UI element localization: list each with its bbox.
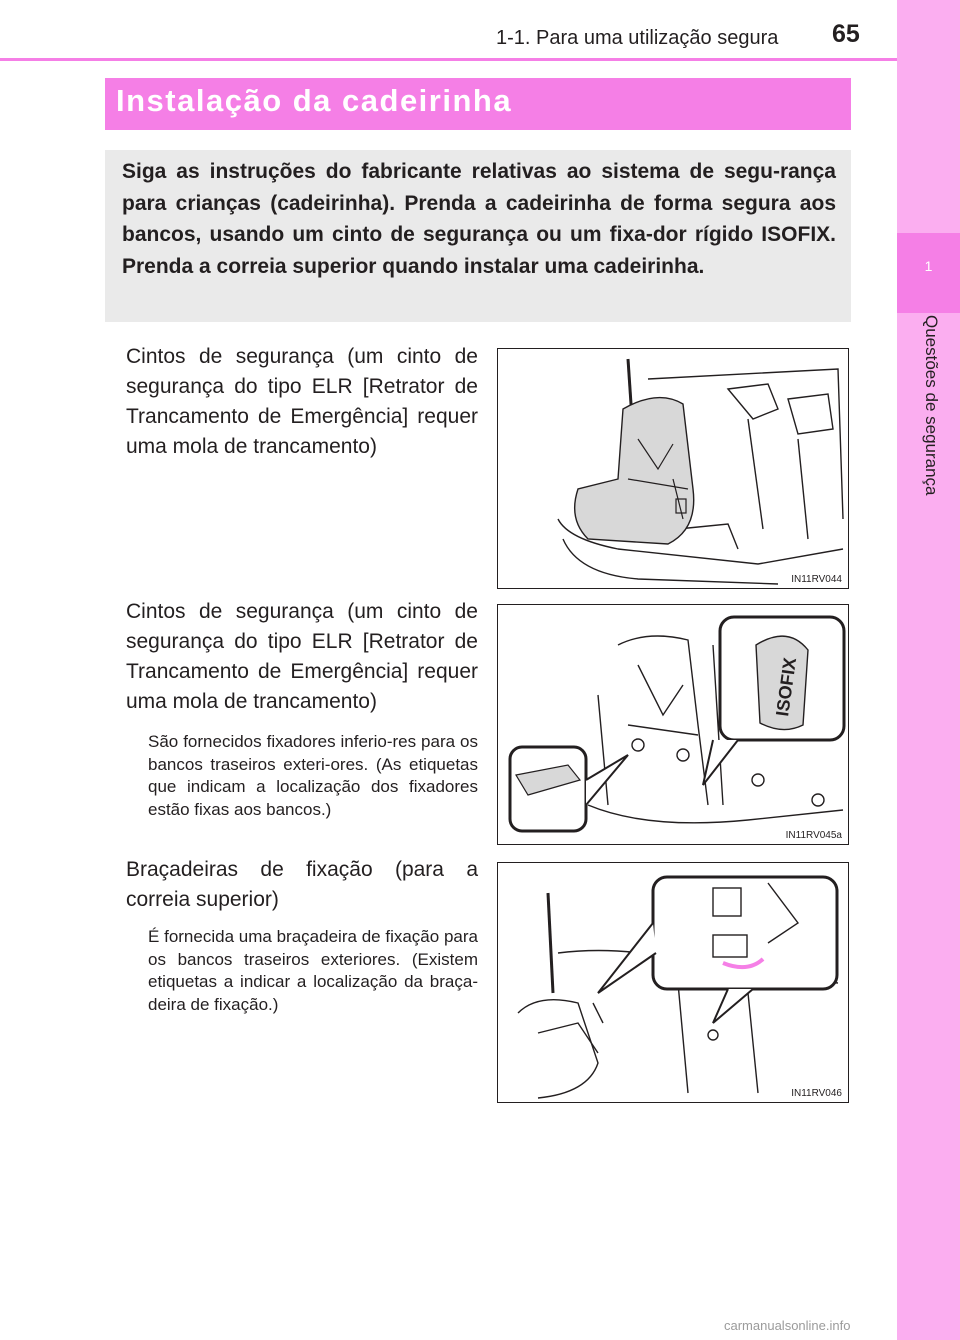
item-2-note: São fornecidos fixadores inferio-res para os bancos traseiros exteri-ores. (As etiquetas que indicam a localização dos fixadores estão fixas aos bancos.) bbox=[148, 732, 478, 819]
item-1-heading: Cintos de segurança (um cinto de segurança do tipo ELR [Retrator de Trancamento de Emergência] requer uma mola de trancamento) bbox=[126, 345, 478, 458]
seat-illustration-1 bbox=[498, 349, 848, 588]
figure-code: IN11RV045a bbox=[785, 830, 842, 841]
item-2-heading: Cintos de segurança (um cinto de segurança do tipo ELR [Retrator de Trancamento de Emergência] requer uma mola de trancamento) bbox=[126, 600, 478, 713]
intro-text: Siga as instruções do fabricante relativas ao sistema de segu-rança para crianças (cadeirinha). Prenda a cadeirinha de forma segura aos bancos, usando um cinto de segurança ou um fixa-dor rígido ISOFIX. Prenda a correia superior quando instalar uma cadeirinha. bbox=[122, 160, 836, 278]
item-3-note: É fornecida uma braçadeira de fixação para os bancos traseiros exteriores. (Existem etiquetas a indicar a localização da braça-deira de fixação.) bbox=[148, 927, 478, 1014]
figure-isofix-anchors bbox=[497, 604, 849, 845]
header-divider bbox=[0, 58, 897, 61]
figure-seatbelt-child-seat bbox=[497, 348, 849, 589]
seat-illustration-2 bbox=[498, 605, 848, 844]
header-section-title: 1-1. Para uma utilização segura bbox=[496, 27, 779, 49]
chapter-title: Questões de segurança bbox=[922, 315, 941, 496]
page-number: 65 bbox=[832, 20, 860, 48]
seat-illustration-3 bbox=[498, 863, 848, 1102]
item-3-heading: Braçadeiras de fixação (para a correia superior) bbox=[126, 858, 478, 911]
watermark: carmanualsonline.info bbox=[724, 1318, 851, 1333]
chapter-number: 1 bbox=[924, 258, 933, 274]
figure-code: IN11RV044 bbox=[791, 574, 842, 585]
isofix-label: ISOFIX bbox=[772, 656, 801, 718]
figure-code: IN11RV046 bbox=[791, 1088, 842, 1099]
section-title: Instalação da cadeirinha bbox=[116, 83, 513, 118]
chapter-sidebar bbox=[897, 0, 960, 1340]
figure-tether-anchor bbox=[497, 862, 849, 1103]
